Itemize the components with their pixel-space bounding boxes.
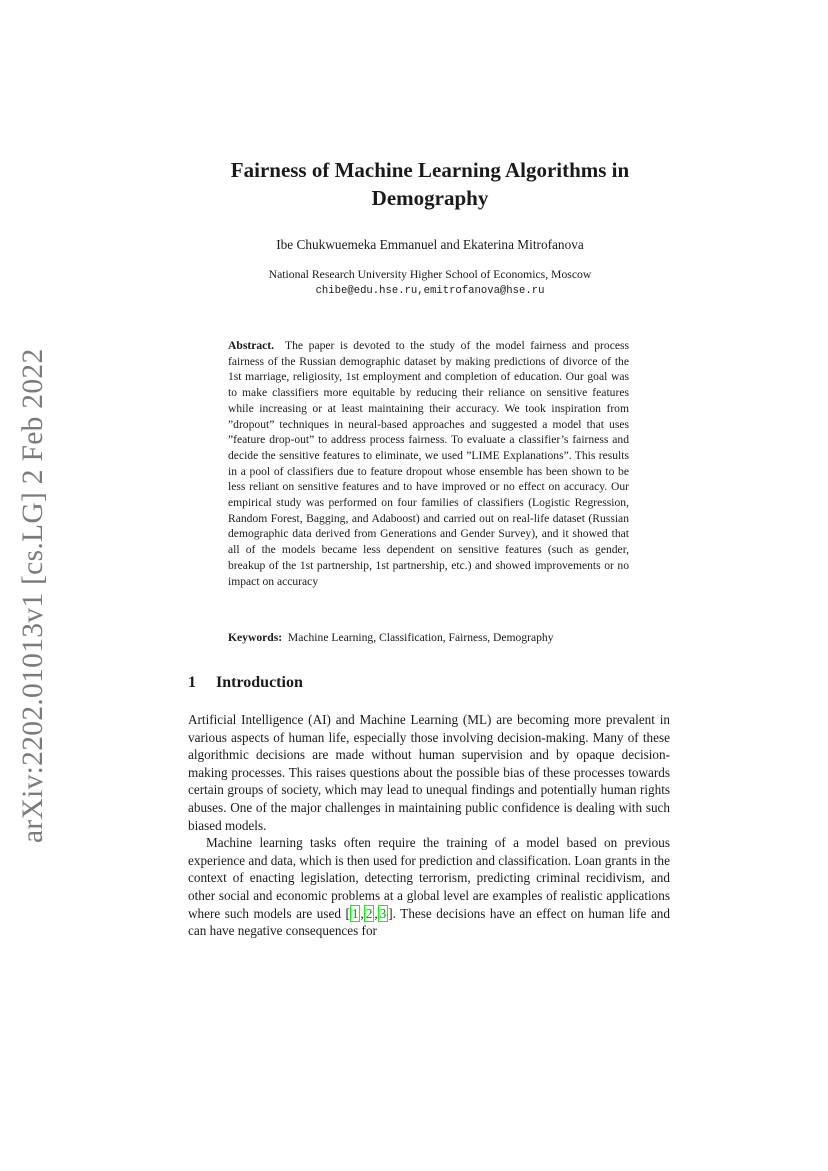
affiliation: National Research University Higher School of Economics, Moscow	[268, 268, 592, 281]
section-title: Introduction	[216, 674, 303, 691]
citation-separator: ,	[374, 905, 378, 921]
author-emails: chibe@edu.hse.ru,emitrofanova@hse.ru	[315, 285, 545, 297]
section-number: 1	[188, 674, 196, 691]
citation-bracket-close: ]	[388, 905, 393, 921]
abstract-label: Abstract.	[228, 339, 275, 352]
paragraph: Artificial Intelligence (AI) and Machine Learning (ML) are becoming more prevalent in various aspects of human life, especially those involving decision-making. Many of these algorithmic decisions are made without human supervision and by opaque decision-making processes. This raises questions about the possible bias of these processes towards certain groups of society, which may lead to unequal findings and potentially human rights abuses. One of the major challenges in maintaining public confidence is dealing with such biased models.	[188, 712, 670, 833]
keywords-text: Machine Learning, Classification, Fairness, Demography	[287, 631, 554, 644]
citation-separator: ,	[360, 905, 364, 921]
paragraph-text: Machine learning tasks often require the training of a model based on previous experience and data, which is then used for prediction and classification. Loan grants in the context of enacting legislation, detecting terrorism, predicting criminal recidivism, and other social and economic problems at a global level are examples of realistic applications where such models are used	[188, 835, 670, 921]
paragraph	[188, 834, 670, 940]
citation-bracket-open: [	[345, 905, 350, 921]
paper-authors: Ibe Chukwuemeka Emmanuel and Ekaterina Mitrofanova	[276, 237, 584, 252]
arxiv-identifier: arXiv:2202.01013v1 [cs.LG] 2 Feb 2022	[17, 348, 49, 843]
section-heading	[188, 674, 303, 692]
paper-title: Fairness of Machine Learning Algorithms in Demography	[230, 158, 630, 210]
introduction-body	[188, 711, 670, 940]
paragraph-text: . These decisions have an effect on human life and can have negative consequences for	[188, 905, 670, 939]
keywords	[228, 630, 638, 645]
citation-link[interactable]: 3	[379, 905, 387, 921]
abstract	[228, 338, 629, 589]
abstract-text: The paper is devoted to the study of the model fairness and process fairness of the Russian demographic dataset by making predictions of divorce of the 1st marriage, religiosity, 1st employment and completion of education. Our goal was to make classifiers more equitable by reducing their reliance on sensitive features while increasing or at least maintaining their accuracy. We took inspiration from ”dropout” techniques in neural-based approaches and suggested a model that uses ”feature drop-out” to address process fairness. To evaluate a classifier’s fairness and decide the sensitive features to eliminate, we used ”LIME Explanations”. This results in a pool of classifiers due to feature dropout whose ensemble has been shown to be less reliant on sensitive features and to have improved or no effect on accuracy. Our empirical study was performed on four families of classifiers (Logistic Regression, Random Forest, Bagging, and Adaboost) and carried out on real-life dataset (Russian demographic data derived from Generations and Gender Survey), and it showed that all of the models became less dependent on sensitive features (such as gender, breakup of the 1st partnership, 1st partnership, etc.) and showed improvements or no impact on accuracy	[228, 339, 630, 588]
keywords-label: Keywords:	[228, 631, 283, 644]
citation-link[interactable]: 2	[365, 905, 373, 921]
citation-link[interactable]: 1	[351, 905, 359, 921]
author-affiliation-block	[190, 267, 670, 299]
